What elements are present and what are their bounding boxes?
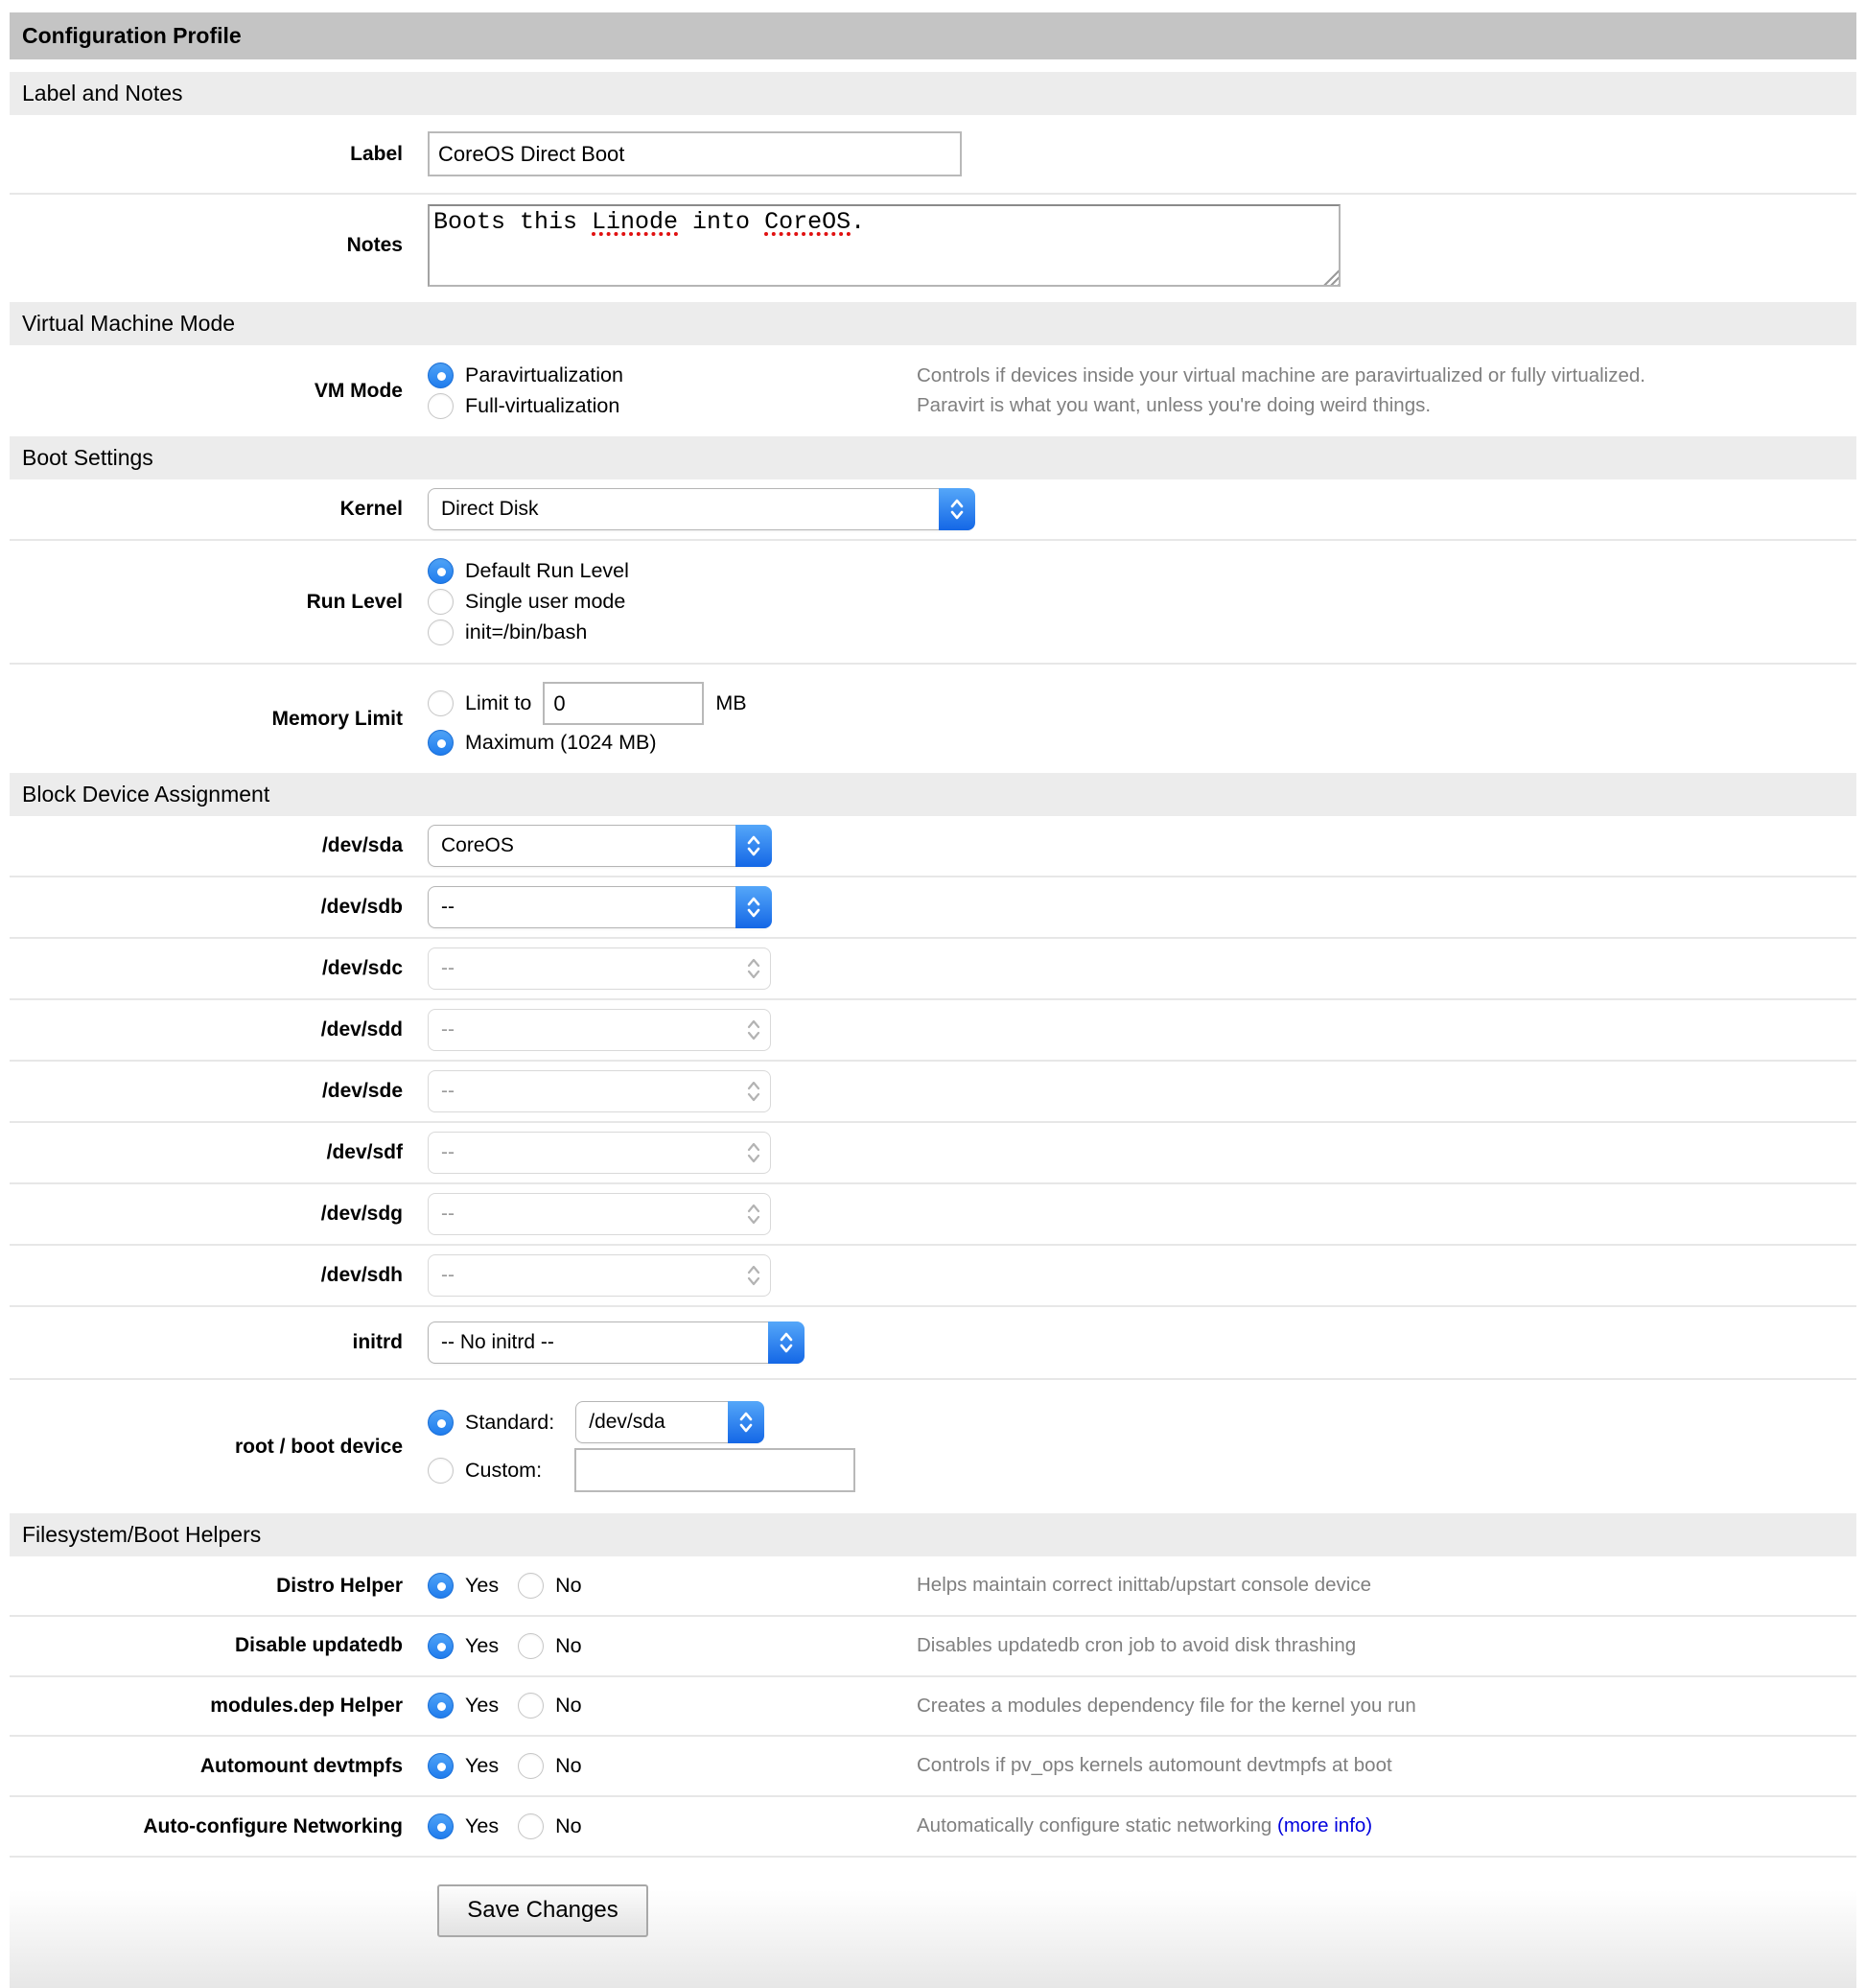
root-device-label: root / boot device (234, 1435, 403, 1458)
section-heading-text: Boot Settings (22, 445, 153, 470)
radio-yes[interactable] (428, 1813, 454, 1839)
device-row-sdc (10, 937, 1856, 998)
memory-unit-label: MB (715, 691, 747, 714)
helper-help-text: Disables updatedb cron job to avoid disk thrashing (917, 1633, 1357, 1656)
save-button[interactable]: Save Changes (437, 1884, 648, 1937)
initrd-select-value: -- No initrd -- (441, 1331, 554, 1353)
radio-root-standard[interactable] (428, 1410, 454, 1436)
vm-mode-label: VM Mode (314, 379, 403, 402)
chevron-up-down-icon (735, 825, 772, 867)
radio-single-user-mode[interactable] (428, 589, 454, 615)
device-row-sdg (10, 1182, 1856, 1244)
memory-limit-label: Memory Limit (271, 707, 403, 730)
device-row-sde (10, 1060, 1856, 1121)
helper-row-automount-devtmpfs (10, 1735, 1856, 1795)
helper-help-text (917, 1812, 1693, 1841)
label-row (10, 115, 1856, 193)
helper-label: Distro Helper (276, 1574, 403, 1597)
device-label: /dev/sda (321, 834, 403, 857)
save-area (10, 1858, 1856, 1988)
section-heading-text: Filesystem/Boot Helpers (22, 1522, 262, 1547)
helper-help-text: Controls if pv_ops kernels automount devtmpfs at boot (917, 1754, 1392, 1777)
radio-memory-limit-to[interactable] (428, 690, 454, 716)
no-label: No (555, 1694, 582, 1718)
device-row-sdf (10, 1121, 1856, 1182)
radio-option-label: Full-virtualization (465, 394, 620, 417)
page-title: Configuration Profile (22, 23, 242, 48)
notes-field-label: Notes (346, 234, 403, 257)
radio-yes[interactable] (428, 1693, 454, 1719)
device-select-value: -- (441, 1018, 455, 1041)
radio-paravirtualization[interactable] (428, 363, 454, 388)
chevron-up-down-icon (768, 1321, 805, 1364)
helper-row-modules-dep (10, 1675, 1856, 1736)
notes-misspelled-word: Linode (592, 208, 679, 236)
device-select-value: CoreOS (441, 834, 514, 856)
notes-text: . (851, 208, 866, 236)
device-select-value: -- (441, 957, 455, 979)
helper-label: Disable updatedb (234, 1634, 403, 1657)
helper-help-text: Helps maintain correct inittab/upstart console device (917, 1574, 1372, 1596)
chevron-up-down-icon (735, 1009, 772, 1051)
chevron-up-down-icon (735, 886, 772, 928)
device-row-sda (10, 816, 1856, 876)
radio-option-label: Limit to (465, 691, 532, 714)
radio-yes[interactable] (428, 1633, 454, 1659)
memory-limit-row (10, 663, 1856, 773)
device-select-value: -- (441, 1141, 455, 1163)
section-heading-boot-settings (10, 436, 1856, 479)
helper-row-autoconfigure-networking (10, 1795, 1856, 1856)
radio-no[interactable] (518, 1633, 544, 1659)
radio-option-label: Single user mode (465, 590, 626, 613)
kernel-row (10, 479, 1856, 539)
radio-option-label: Paravirtualization (465, 363, 623, 386)
kernel-select-value: Direct Disk (441, 498, 539, 520)
section-heading-text: Label and Notes (22, 81, 183, 105)
memory-limit-input[interactable] (543, 682, 704, 725)
radio-no[interactable] (518, 1813, 544, 1839)
initrd-select[interactable] (428, 1321, 804, 1364)
device-select-sda[interactable] (428, 825, 771, 867)
more-info-link[interactable]: (more info) (1277, 1814, 1373, 1836)
device-select-value: -- (441, 1080, 455, 1102)
device-select-sdh (428, 1254, 771, 1297)
device-row-sdb (10, 876, 1856, 937)
section-heading-text: Virtual Machine Mode (22, 311, 236, 336)
radio-root-custom[interactable] (428, 1458, 454, 1484)
yes-label: Yes (465, 1633, 500, 1657)
device-select-sdc (428, 947, 771, 990)
chevron-up-down-icon (735, 1193, 772, 1235)
radio-option-label: Custom: (465, 1458, 543, 1482)
section-heading-helpers (10, 1513, 1856, 1556)
no-label: No (555, 1813, 582, 1837)
device-select-sdf (428, 1132, 771, 1174)
vm-mode-help-text: Controls if devices inside your virtual machine are paravirtualized or fully virtualized. Paravirt is what you want, unless you're doing weird things. (917, 363, 1645, 416)
radio-option-label: Default Run Level (465, 559, 629, 582)
radio-option-label: Standard: (465, 1410, 555, 1434)
device-select-sdb[interactable] (428, 886, 771, 928)
yes-label: Yes (465, 1573, 500, 1597)
device-label: /dev/sdd (320, 1018, 403, 1041)
radio-yes[interactable] (428, 1573, 454, 1599)
device-label: /dev/sde (321, 1080, 403, 1103)
helper-label: Automount devtmpfs (199, 1754, 403, 1777)
helper-label: modules.dep Helper (210, 1695, 403, 1718)
label-input[interactable] (428, 131, 962, 176)
root-standard-select[interactable] (575, 1401, 763, 1443)
device-label: /dev/sdb (320, 896, 403, 919)
radio-option-label: Maximum (1024 MB) (465, 731, 657, 754)
helper-help-text-part: Automatically configure static networking (917, 1814, 1278, 1836)
page-title-bar (10, 12, 1856, 59)
device-row-sdd (10, 998, 1856, 1060)
section-heading-text: Block Device Assignment (22, 782, 270, 807)
vm-mode-row (10, 345, 1856, 436)
section-heading-block-devices (10, 773, 1856, 816)
helper-row-distro-helper (10, 1556, 1856, 1615)
root-custom-input[interactable] (574, 1448, 855, 1492)
chevron-up-down-icon (735, 1132, 772, 1174)
radio-memory-maximum[interactable] (428, 730, 454, 756)
chevron-up-down-icon (735, 1070, 772, 1112)
chevron-up-down-icon (735, 1254, 772, 1297)
chevron-up-down-icon (735, 947, 772, 990)
device-select-value: -- (441, 1203, 455, 1225)
device-label: /dev/sdg (320, 1203, 403, 1226)
radio-init-bin-bash[interactable] (428, 620, 454, 645)
no-label: No (555, 1633, 582, 1657)
chevron-up-down-icon (728, 1401, 764, 1443)
no-label: No (555, 1754, 582, 1778)
root-boot-device-row (10, 1378, 1856, 1513)
helper-row-disable-updatedb (10, 1615, 1856, 1675)
section-heading-label-and-notes (10, 72, 1856, 115)
device-row-sdh (10, 1244, 1856, 1305)
notes-row (10, 193, 1856, 302)
radio-yes[interactable] (428, 1753, 454, 1779)
kernel-select[interactable] (428, 488, 974, 530)
notes-misspelled-word: CoreOS (764, 208, 851, 236)
initrd-row (10, 1305, 1856, 1378)
device-select-sdd (428, 1009, 771, 1051)
helper-help-text: Creates a modules dependency file for the kernel you run (917, 1694, 1416, 1717)
radio-option-label: init=/bin/bash (465, 620, 588, 643)
radio-no[interactable] (518, 1573, 544, 1599)
run-level-row (10, 539, 1856, 663)
run-level-label: Run Level (306, 590, 403, 613)
yes-label: Yes (465, 1813, 500, 1837)
radio-no[interactable] (518, 1753, 544, 1779)
notes-textarea[interactable] (428, 204, 1341, 287)
device-select-value: -- (441, 896, 455, 918)
chevron-up-down-icon (939, 488, 975, 530)
device-select-sdg (428, 1193, 771, 1235)
device-label: /dev/sdf (326, 1141, 403, 1164)
device-select-value: -- (441, 1264, 455, 1286)
radio-no[interactable] (518, 1693, 544, 1719)
device-label: /dev/sdh (320, 1264, 403, 1287)
no-label: No (555, 1573, 582, 1597)
root-standard-select-value: /dev/sda (589, 1411, 665, 1433)
device-select-sde (428, 1070, 771, 1112)
kernel-label: Kernel (339, 498, 403, 521)
notes-text: into (678, 208, 765, 236)
yes-label: Yes (465, 1754, 500, 1778)
resize-grip-icon[interactable] (1322, 269, 1339, 285)
label-field-label: Label (350, 142, 403, 165)
initrd-label: initrd (352, 1331, 403, 1354)
notes-text: Boots this (433, 208, 593, 236)
section-heading-vm-mode (10, 302, 1856, 345)
helper-label: Auto-configure Networking (143, 1814, 403, 1837)
device-label: /dev/sdc (321, 957, 403, 980)
radio-full-virtualization[interactable] (428, 393, 454, 419)
radio-default-run-level[interactable] (428, 558, 454, 584)
yes-label: Yes (465, 1694, 500, 1718)
